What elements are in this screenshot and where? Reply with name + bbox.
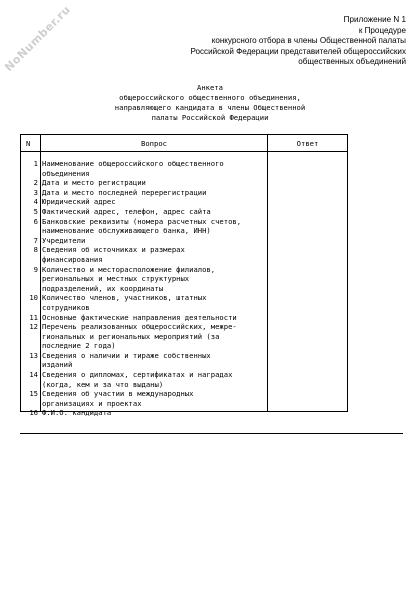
appendix-line: к Процедуре bbox=[358, 25, 406, 35]
header-question: Вопрос bbox=[141, 139, 167, 148]
row-question bbox=[42, 188, 266, 198]
question-line: изданий bbox=[42, 360, 73, 370]
row-number: 12 bbox=[29, 322, 38, 332]
row-number: 3 bbox=[33, 187, 38, 197]
question-line: наименование обслуживающего банка, ИНН) bbox=[42, 226, 211, 236]
question-line: объединения bbox=[42, 168, 90, 178]
table-row bbox=[21, 178, 347, 188]
question-line: гиональных и региональных мероприятий (за bbox=[42, 331, 220, 341]
row-question bbox=[42, 322, 266, 351]
row-number: 6 bbox=[33, 216, 38, 226]
question-line: последние 2 года) bbox=[42, 341, 116, 351]
row-number: 10 bbox=[29, 293, 38, 303]
row-number: 14 bbox=[29, 370, 38, 380]
table-row bbox=[21, 408, 347, 418]
row-number: 4 bbox=[33, 197, 38, 207]
row-question bbox=[42, 197, 266, 207]
row-number: 8 bbox=[33, 245, 38, 255]
row-question bbox=[42, 245, 266, 264]
table-row bbox=[21, 236, 347, 246]
table-row bbox=[21, 207, 347, 217]
appendix-line: общественных объединений bbox=[298, 57, 406, 67]
row-question bbox=[42, 207, 266, 217]
row-question bbox=[42, 217, 266, 236]
bottom-rule bbox=[20, 433, 403, 434]
question-line: сотрудников bbox=[42, 302, 90, 312]
row-question bbox=[42, 293, 266, 312]
row-number: 2 bbox=[33, 178, 38, 188]
question-line: Сведения об источниках и размерах bbox=[42, 245, 185, 255]
question-line: Основные фактические направления деятельности bbox=[42, 312, 237, 322]
question-line: Банковские реквизиты (номера расчетных счетов, bbox=[42, 216, 242, 226]
table-row bbox=[21, 322, 347, 351]
question-line: Перечень реализованных общероссийских, межре- bbox=[42, 322, 237, 332]
question-line: Учредители bbox=[42, 235, 86, 245]
row-question bbox=[42, 236, 266, 246]
appendix-header bbox=[106, 15, 406, 68]
title-line: общероссийского общественного объединения, bbox=[119, 93, 301, 102]
table-row bbox=[21, 197, 347, 207]
row-number: 7 bbox=[33, 235, 38, 245]
document-title bbox=[40, 83, 380, 123]
row-question bbox=[42, 370, 266, 389]
table-row bbox=[21, 313, 347, 323]
question-line: финансирования bbox=[42, 254, 103, 264]
row-number: 11 bbox=[29, 312, 38, 322]
appendix-line: конкурсного отбора в члены Общественной палаты bbox=[211, 36, 406, 46]
table-row bbox=[21, 188, 347, 198]
table-row bbox=[21, 351, 347, 370]
title-line: Анкета bbox=[197, 83, 223, 92]
row-number: 13 bbox=[29, 350, 38, 360]
table-row bbox=[21, 370, 347, 389]
header-divider bbox=[21, 151, 347, 152]
row-question bbox=[42, 313, 266, 323]
appendix-line: Приложение N 1 bbox=[343, 15, 406, 24]
row-number: 15 bbox=[29, 389, 38, 399]
row-question bbox=[42, 159, 266, 178]
question-line: Сведения об участии в международных bbox=[42, 389, 194, 399]
question-line: Количество членов, участников, штатных bbox=[42, 293, 207, 303]
question-line: региональных и местных структурных bbox=[42, 274, 190, 284]
row-question bbox=[42, 408, 266, 418]
row-question bbox=[42, 389, 266, 408]
table-row bbox=[21, 159, 347, 178]
question-line: организациях и проектах bbox=[42, 398, 142, 408]
watermark: NoNumber.ru bbox=[2, 3, 74, 74]
table-row bbox=[21, 245, 347, 264]
title-line: палаты Российской Федерации bbox=[151, 113, 269, 122]
header-answer: Ответ bbox=[296, 139, 319, 148]
appendix-line: Российской Федерации представителей общероссийских bbox=[190, 46, 406, 56]
table-row bbox=[21, 265, 347, 294]
row-number: 16 bbox=[29, 408, 38, 418]
table-body bbox=[21, 159, 347, 418]
table-row bbox=[21, 217, 347, 236]
row-number: 9 bbox=[33, 264, 38, 274]
question-line: Наименование общероссийского общественного bbox=[42, 159, 224, 168]
header-number: N bbox=[26, 139, 31, 148]
question-line: Юридический адрес bbox=[42, 197, 116, 207]
question-line: Дата и место регистрации bbox=[42, 178, 146, 188]
question-line: подразделений, их координаты bbox=[42, 283, 164, 293]
question-line: (когда, кем и за что выданы) bbox=[42, 379, 164, 389]
row-number: 5 bbox=[33, 206, 38, 216]
title-line: направляющего кандидата в члены Общественной bbox=[114, 103, 306, 112]
question-line: Сведения о наличии и тираже собственных bbox=[42, 350, 211, 360]
table-row bbox=[21, 293, 347, 312]
row-question bbox=[42, 265, 266, 294]
row-question bbox=[42, 351, 266, 370]
question-line: Ф.И.О. кандидата bbox=[42, 408, 112, 418]
question-line: Дата и место последней перерегистрации bbox=[42, 187, 207, 197]
row-question bbox=[42, 178, 266, 188]
question-line: Фактический адрес, телефон, адрес сайта bbox=[42, 206, 211, 216]
row-number: 1 bbox=[33, 159, 38, 168]
question-line: Сведения о дипломах, сертификатах и наградах bbox=[42, 370, 233, 380]
question-line: Количество и месторасположение филиалов, bbox=[42, 264, 216, 274]
questionnaire-table bbox=[20, 134, 348, 418]
table-row bbox=[21, 389, 347, 408]
